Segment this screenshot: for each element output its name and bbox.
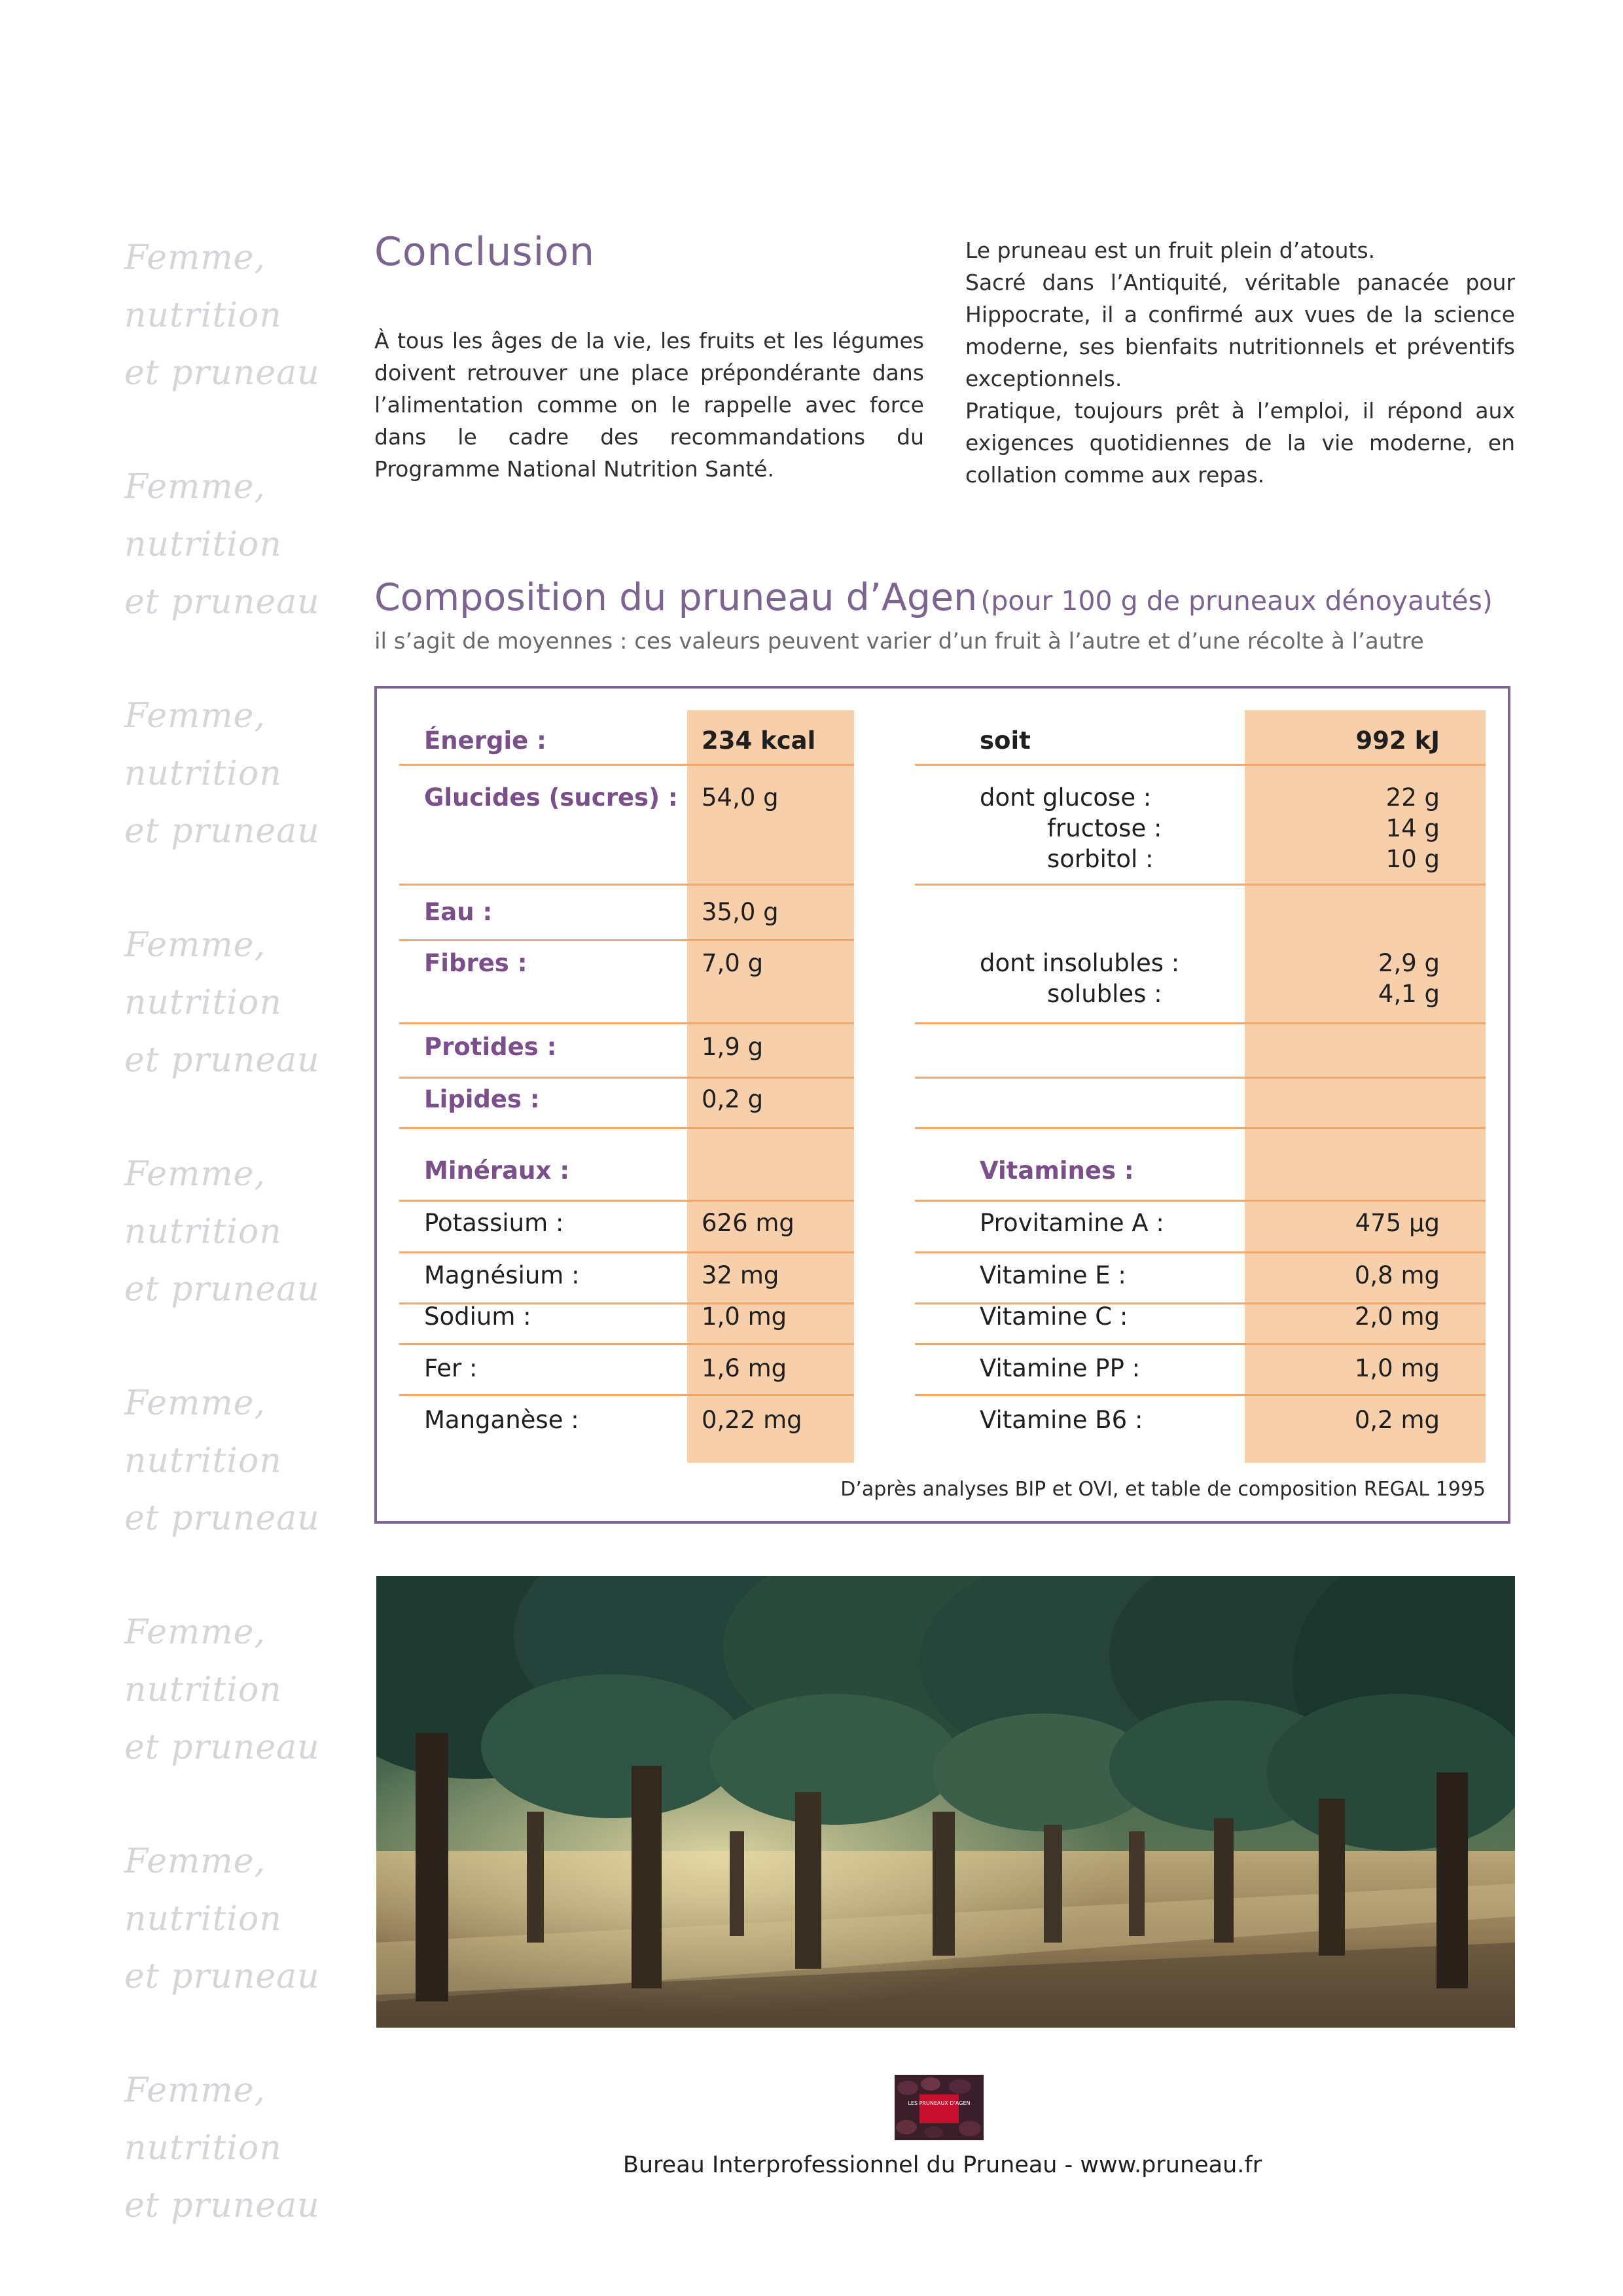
vitamin-value: 2,0 mg (1354, 1302, 1440, 1331)
glucose-value: 22 g (1385, 783, 1440, 812)
energie-value: 234 kcal (702, 726, 816, 755)
row-divider (915, 1077, 1486, 1079)
orchard-photo (376, 1576, 1515, 2028)
watermark-line: nutrition (124, 983, 282, 1022)
watermark-line: Femme, (124, 238, 266, 278)
row-divider (915, 1343, 1486, 1345)
watermark-line: et pruneau (124, 583, 320, 622)
watermark-block (124, 1833, 334, 2062)
row-divider (915, 1251, 1486, 1253)
watermark-line: nutrition (124, 1212, 282, 1251)
watermark-block (124, 916, 334, 1145)
solubles-value: 4,1 g (1378, 980, 1440, 1008)
watermark-line: nutrition (124, 2128, 282, 2168)
watermark-line: et pruneau (124, 1499, 320, 1538)
mineral-value: 32 mg (702, 1261, 779, 1289)
row-divider (399, 1022, 854, 1024)
footer-text: Bureau Interprofessionnel du Pruneau - www.pruneau.fr (622, 2152, 1262, 2178)
fibres-value: 7,0 g (702, 949, 764, 977)
watermark-block (124, 2062, 334, 2291)
vitamin-name: Provitamine A : (980, 1209, 1164, 1237)
watermark-line: Femme, (124, 1613, 266, 1652)
watermark-line: Femme, (124, 1384, 266, 1423)
vitamin-value: 475 µg (1355, 1209, 1440, 1237)
fibres-label: Fibres : (424, 949, 527, 977)
lipides-value: 0,2 g (702, 1085, 764, 1113)
eau-value: 35,0 g (702, 898, 779, 926)
composition-subtitle: il s’agit de moyennes : ces valeurs peuvent varier d’un fruit à l’autre et d’une récolte à l’autre (374, 628, 1424, 655)
mineral-name: Manganèse : (424, 1406, 579, 1434)
protides-value: 1,9 g (702, 1033, 764, 1061)
vitamin-name: Vitamine PP : (980, 1354, 1141, 1382)
vitamin-name: Vitamine B6 : (980, 1406, 1143, 1434)
conclusion-right-paragraph-1: Le pruneau est un fruit plein d’atouts. (965, 238, 1376, 263)
source-note: D’après analyses BIP et OVI, et table de composition REGAL 1995 (840, 1478, 1486, 1501)
watermark-line: nutrition (124, 1899, 282, 1939)
mineral-value: 1,0 mg (702, 1302, 787, 1331)
lipides-label: Lipides : (424, 1085, 540, 1113)
row-divider (399, 764, 854, 766)
watermark-block (124, 1145, 334, 1374)
row-divider (915, 1394, 1486, 1396)
energie-label: Énergie : (424, 726, 546, 755)
vitamin-value: 1,0 mg (1354, 1354, 1440, 1382)
vitamin-name: Vitamine E : (980, 1261, 1126, 1289)
watermark-line: et pruneau (124, 2186, 320, 2225)
conclusion-paragraph: À tous les âges de la vie, les fruits et les légumes doivent retrouver une place prépondérante dans l’alimentation comme on le rappelle avec force dans le cadre des recommandations du Programme National Nutrition Santé. (374, 328, 924, 482)
conclusion-title: Conclusion (374, 229, 595, 275)
logo-text: LES PRUNEAUX D’AGEN (908, 2100, 971, 2106)
watermark-line: Femme, (124, 467, 266, 507)
row-divider (399, 884, 854, 886)
pruneaux-agen-logo (895, 2075, 984, 2140)
fructose-label: fructose : (1047, 814, 1162, 842)
watermark-line: nutrition (124, 1670, 282, 1710)
insolubles-label: dont insolubles : (980, 949, 1180, 977)
soit-label: soit (980, 726, 1031, 755)
watermark-line: et pruneau (124, 812, 320, 851)
conclusion-left-text (374, 325, 924, 485)
watermark-line: nutrition (124, 296, 282, 335)
row-divider (915, 764, 1486, 766)
watermark-line: Femme, (124, 925, 266, 965)
mineral-name: Fer : (424, 1354, 478, 1382)
row-divider (399, 1394, 854, 1396)
composition-title-main: Composition du pruneau d’Agen (374, 576, 978, 619)
watermark-line: Femme, (124, 696, 266, 736)
protides-label: Protides : (424, 1033, 557, 1061)
glucose-label: dont glucose : (980, 783, 1152, 812)
mineral-name: Magnésium : (424, 1261, 580, 1289)
watermark-line: nutrition (124, 754, 282, 793)
row-divider (399, 939, 854, 941)
conclusion-right-paragraph-2: Sacré dans l’Antiquité, véritable panacée pour Hippocrate, il a confirmé aux vues de la science moderne, ses bienfaits nutritionnels et préventifs exceptionnels. (965, 270, 1515, 391)
row-divider (399, 1251, 854, 1253)
row-divider (399, 1200, 854, 1202)
row-divider (915, 1200, 1486, 1202)
mineral-name: Potassium : (424, 1209, 564, 1237)
sorbitol-value: 10 g (1385, 845, 1440, 873)
insolubles-value: 2,9 g (1378, 949, 1440, 977)
watermark-line: nutrition (124, 1441, 282, 1480)
watermark-block (124, 229, 334, 458)
mineral-value: 0,22 mg (702, 1406, 802, 1434)
watermark-line: et pruneau (124, 353, 320, 393)
vitamin-value: 0,8 mg (1354, 1261, 1440, 1289)
row-divider (915, 884, 1486, 886)
soit-value: 992 kJ (1355, 726, 1440, 755)
mineral-value: 626 mg (702, 1209, 794, 1237)
mineraux-label: Minéraux : (424, 1157, 570, 1185)
mineral-name: Sodium : (424, 1302, 531, 1331)
row-divider (915, 1127, 1486, 1129)
watermark-line: Femme, (124, 1155, 266, 1194)
watermark-block (124, 1374, 334, 1604)
watermark-line: nutrition (124, 525, 282, 564)
glucides-value: 54,0 g (702, 783, 779, 812)
composition-title (374, 576, 1493, 619)
watermark-line: et pruneau (124, 1957, 320, 1996)
row-divider (399, 1127, 854, 1129)
conclusion-right-text (965, 234, 1515, 491)
mineral-value: 1,6 mg (702, 1354, 787, 1382)
vitamin-name: Vitamine C : (980, 1302, 1128, 1331)
watermark-block (124, 687, 334, 916)
sidebar-watermark (124, 229, 334, 2291)
vitamines-label: Vitamines : (980, 1157, 1134, 1185)
watermark-block (124, 458, 334, 687)
row-divider (915, 1022, 1486, 1024)
vitamin-value: 0,2 mg (1354, 1406, 1440, 1434)
watermark-line: Femme, (124, 2071, 266, 2110)
fructose-value: 14 g (1385, 814, 1440, 842)
watermark-block (124, 1604, 334, 1833)
watermark-line: et pruneau (124, 1728, 320, 1767)
sorbitol-label: sorbitol : (1047, 845, 1154, 873)
eau-label: Eau : (424, 898, 493, 926)
conclusion-right-paragraph-3: Pratique, toujours prêt à l’emploi, il répond aux exigences quotidiennes de la vie moderne, en collation comme aux repas. (965, 398, 1515, 488)
watermark-line: et pruneau (124, 1041, 320, 1080)
watermark-line: et pruneau (124, 1270, 320, 1309)
glucides-label: Glucides (sucres) : (424, 783, 678, 812)
solubles-label: solubles : (1047, 980, 1162, 1008)
row-divider (399, 1343, 854, 1345)
composition-title-suffix: (pour 100 g de pruneaux dénoyautés) (980, 585, 1493, 617)
row-divider (399, 1077, 854, 1079)
watermark-line: Femme, (124, 1842, 266, 1881)
